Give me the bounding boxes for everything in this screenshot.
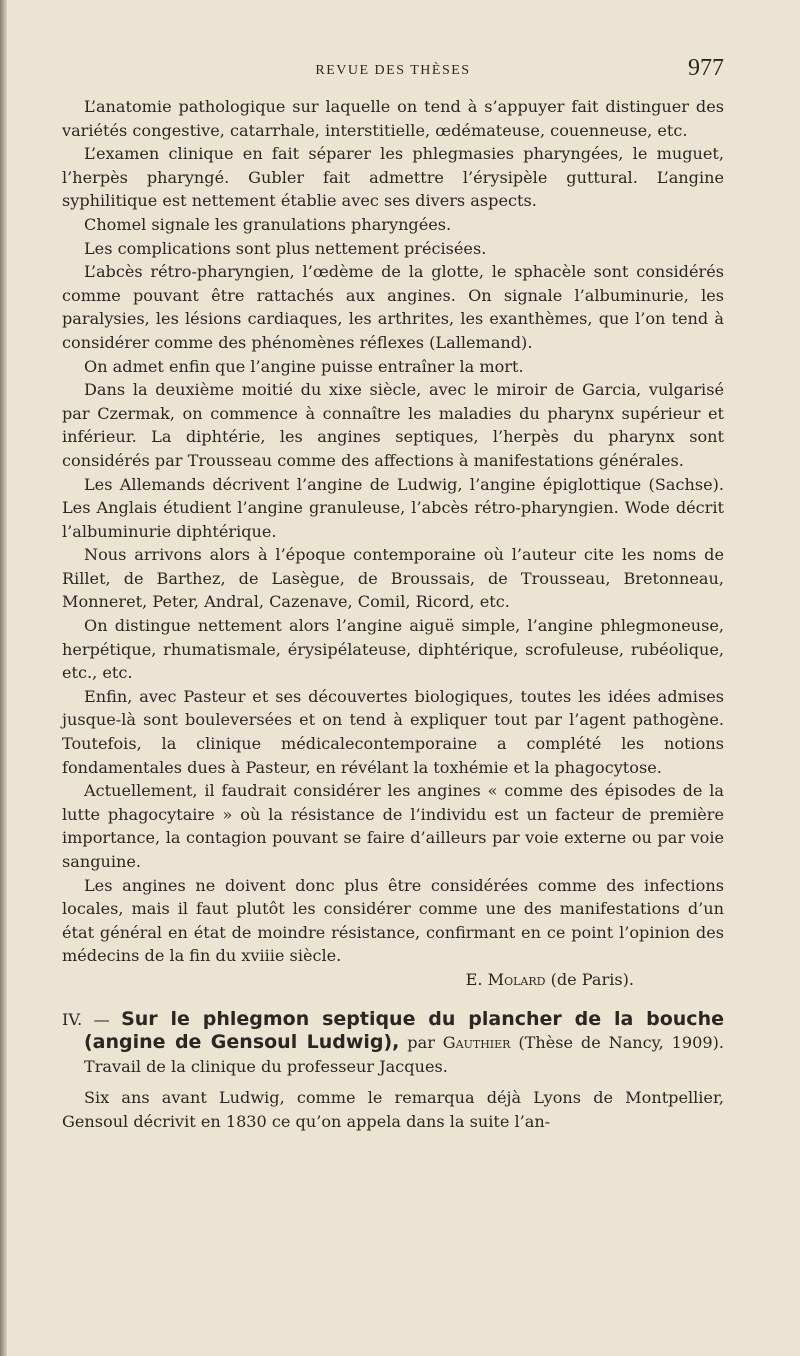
running-title: REVUE DES THÈSES xyxy=(315,63,471,78)
paragraph: Les Allemands décrivent l’angine de Ludwig, l’angine épiglottique (Sachse). Les Anglais étudient l’angine granuleuse, l’abcès rétro-pharyngien. Wode décrit l’albuminurie diphtérique. xyxy=(62,474,724,541)
document-page xyxy=(62,55,724,1134)
section-by: par xyxy=(407,1033,435,1053)
section-heading xyxy=(62,1008,724,1079)
article-body xyxy=(62,95,724,992)
signature-place: (de Paris). xyxy=(550,969,634,989)
section-thesis-info: (Thèse de Nancy, 1909). Travail de la clinique du professeur Jacques. xyxy=(84,1033,724,1076)
paragraph: Chomel signale les granulations pharyngées. xyxy=(84,214,452,234)
section-author: Gauthier xyxy=(442,1033,511,1053)
page-binding-edge xyxy=(0,0,7,1356)
paragraph: Les complications sont plus nettement précisées. xyxy=(84,238,487,258)
author-signature xyxy=(62,968,724,992)
signature-initial: E. xyxy=(465,969,483,989)
paragraph: L’anatomie pathologique sur laquelle on tend à s’appuyer fait distinguer des variétés congestive, catarrhale, interstitielle, œdémateuse, couenneuse, etc. xyxy=(62,97,724,140)
paragraph: L’examen clinique en fait séparer les phlegmasies pharyngées, le muguet, l’herpès pharyngé. Gubler fait admettre l’érysipèle guttural. L’angine syphilitique est nettement établie avec ses divers aspects. xyxy=(62,144,724,211)
paragraph: Les angines ne doivent donc plus être considérées comme des infections locales, mais il faut plutôt les considérer comme une des manifestations d’un état général en état de moindre résistance, confirmant en ce point l’opinion des médecins de la fin du xviiie siècle. xyxy=(62,875,724,966)
running-header xyxy=(62,55,724,85)
thesis-review-section xyxy=(62,1008,724,1134)
section-number: IV. — xyxy=(62,1009,110,1029)
paragraph: Enfin, avec Pasteur et ses découvertes biologiques, toutes les idées admises jusque-là sont bouleversées et on tend à expliquer tout par l’agent pathogène. Toutefois, la clinique médicalecontemporaine a complété les notions fondamentales dues à Pasteur, en révélant la toxhémie et la phagocytose. xyxy=(62,686,724,777)
paragraph: Dans la deuxième moitié du xixe siècle, avec le miroir de Garcia, vulgarisé par Czermak, on commence à connaître les maladies du pharynx supérieur et inférieur. La diphtérie, les angines septiques, l’herpès du pharynx sont considérés par Trousseau comme des affections à manifestations générales. xyxy=(62,380,724,470)
paragraph: L’abcès rétro-pharyngien, l’œdème de la glotte, le sphacèle sont considérés comme pouvant être rattachés aux angines. On signale l’albuminurie, les paralysies, les lésions cardiaques, les arthrites, les exanthèmes, que l’on tend à considérer comme des phénomènes réflexes (Lallemand). xyxy=(62,262,724,352)
paragraph: Nous arrivons alors à l’époque contemporaine où l’auteur cite les noms de Rillet, de Barthez, de Lasègue, de Broussais, de Trousseau, Bretonneau, Monneret, Peter, Andral, Cazenave, Comil, Ricord, etc. xyxy=(62,545,724,612)
paragraph: Six ans avant Ludwig, comme le remarqua déjà Lyons de Montpellier, Gensoul décrivit en 1830 ce qu’on appela dans la suite l’an- xyxy=(62,1088,724,1131)
section-body xyxy=(62,1086,724,1133)
paragraph: On admet enfin que l’angine puisse entraîner la mort. xyxy=(84,356,524,376)
paragraph: On distingue nettement alors l’angine aiguë simple, l’angine phlegmoneuse, herpétique, rhumatismale, érysipélateuse, diphtérique, scrofuleuse, rubéolique, etc., etc. xyxy=(62,616,724,683)
page-number: 977 xyxy=(688,55,724,81)
section-title: Sur le phlegmon septique du plancher de la bouche (angine de Gensoul Ludwig), xyxy=(84,1007,724,1054)
signature-name: Molard xyxy=(487,969,546,989)
paragraph: Actuellement, il faudrait considérer les angines « comme des épisodes de la lutte phagocytaire » où la résistance de l’individu est un facteur de première importance, la contagion pouvant se faire d’ailleurs par voie externe ou par voie sanguine. xyxy=(62,781,724,871)
